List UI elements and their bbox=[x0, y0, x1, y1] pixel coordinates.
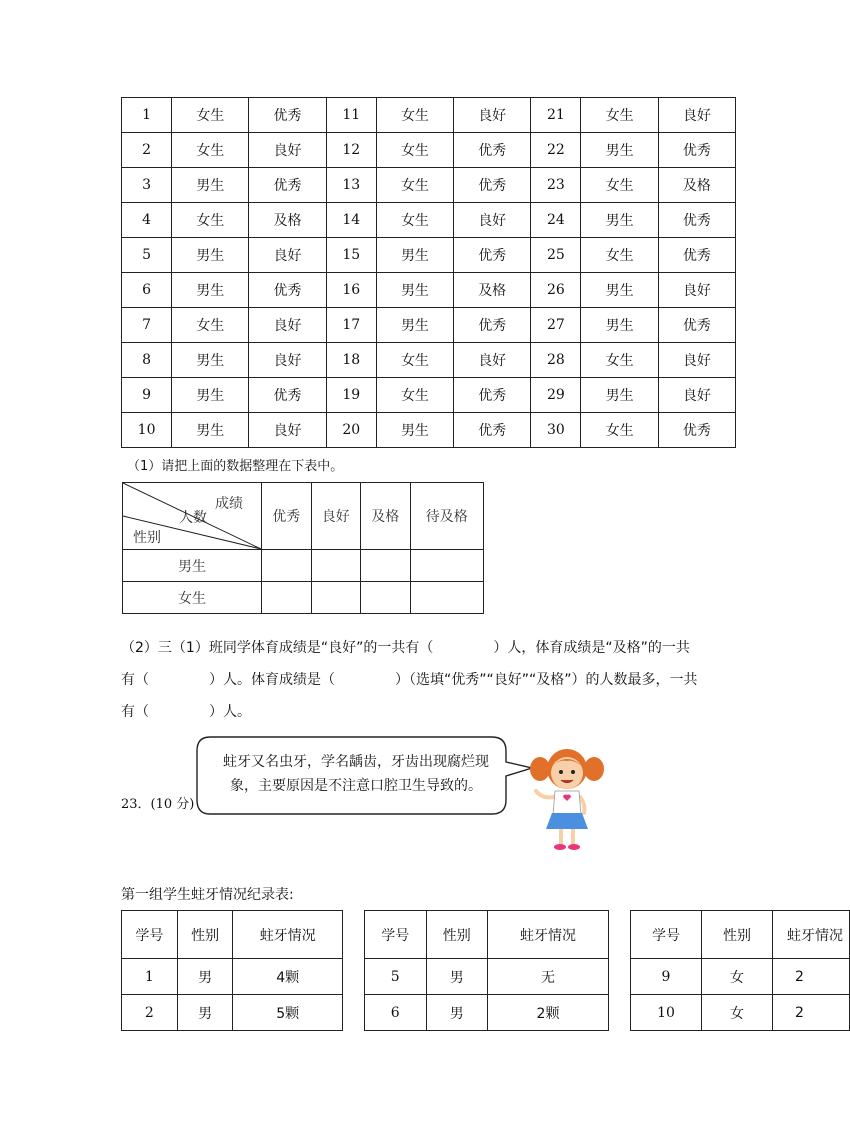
record-gender: 女生 bbox=[581, 168, 658, 203]
record-score: 优秀 bbox=[249, 378, 326, 413]
record-number: 4 bbox=[122, 203, 172, 238]
record-score: 良好 bbox=[658, 343, 735, 378]
record-score: 优秀 bbox=[454, 308, 531, 343]
record-number: 8 bbox=[122, 343, 172, 378]
record-gender: 女生 bbox=[581, 343, 658, 378]
record-score: 优秀 bbox=[249, 168, 326, 203]
question-1-text: （1）请把上面的数据整理在下表中。 bbox=[127, 459, 344, 474]
student-number: 5 bbox=[365, 959, 427, 995]
student-number: 6 bbox=[365, 995, 427, 1031]
student-gender: 男 bbox=[426, 995, 488, 1031]
column-header: 性别 bbox=[426, 911, 488, 959]
tally-header: 优秀 bbox=[262, 483, 312, 550]
record-number: 14 bbox=[326, 203, 376, 238]
q2-text: ）（选填“优秀”“良好”“及格”）的人数最多，一共 bbox=[395, 672, 698, 688]
corner-label-count: 人数 bbox=[179, 510, 207, 526]
record-number: 20 bbox=[326, 413, 376, 448]
cavity-table-caption: 第一组学生蛀牙情况纪录表: bbox=[121, 887, 294, 903]
record-gender: 女生 bbox=[581, 98, 658, 133]
record-gender: 男生 bbox=[581, 203, 658, 238]
record-number: 6 bbox=[122, 273, 172, 308]
record-score: 优秀 bbox=[454, 133, 531, 168]
record-score: 优秀 bbox=[454, 378, 531, 413]
record-number: 22 bbox=[531, 133, 581, 168]
q2-text: 有（ bbox=[121, 704, 149, 720]
student-gender: 男 bbox=[177, 959, 233, 995]
student-gender: 女 bbox=[702, 995, 773, 1031]
record-number: 2 bbox=[122, 133, 172, 168]
record-number: 30 bbox=[531, 413, 581, 448]
record-score: 优秀 bbox=[658, 308, 735, 343]
cavity-table-3 bbox=[630, 910, 850, 1031]
record-gender: 女生 bbox=[376, 203, 453, 238]
table-row bbox=[631, 959, 850, 995]
q2-text: ）人，体育成绩是“及格”的一共 bbox=[493, 640, 690, 656]
corner-label-score: 成绩 bbox=[215, 496, 243, 512]
student-number: 1 bbox=[122, 959, 178, 995]
record-gender: 男生 bbox=[581, 308, 658, 343]
record-score: 良好 bbox=[249, 238, 326, 273]
table-row bbox=[365, 959, 609, 995]
record-score: 优秀 bbox=[249, 98, 326, 133]
record-gender: 男生 bbox=[172, 413, 249, 448]
column-header: 学号 bbox=[122, 911, 178, 959]
problem-23-number: 23．(10 分) bbox=[121, 797, 195, 812]
tally-row-label: 女生 bbox=[123, 582, 262, 614]
record-gender: 男生 bbox=[581, 378, 658, 413]
record-number: 12 bbox=[326, 133, 376, 168]
record-score: 良好 bbox=[249, 308, 326, 343]
cavity-count: 2 bbox=[773, 995, 850, 1031]
record-score: 良好 bbox=[658, 378, 735, 413]
tally-header: 待及格 bbox=[410, 483, 483, 550]
record-score: 良好 bbox=[658, 273, 735, 308]
record-number: 10 bbox=[122, 413, 172, 448]
record-number: 28 bbox=[531, 343, 581, 378]
student-gender: 女 bbox=[702, 959, 773, 995]
column-header: 性别 bbox=[702, 911, 773, 959]
corner-label-gender: 性别 bbox=[133, 530, 161, 546]
record-score: 优秀 bbox=[658, 238, 735, 273]
record-score: 优秀 bbox=[454, 413, 531, 448]
table-row bbox=[631, 995, 850, 1031]
table-header-row bbox=[122, 911, 343, 959]
record-number: 21 bbox=[531, 98, 581, 133]
record-score: 良好 bbox=[454, 98, 531, 133]
record-score: 良好 bbox=[249, 413, 326, 448]
record-gender: 男生 bbox=[376, 273, 453, 308]
column-header: 学号 bbox=[631, 911, 702, 959]
record-gender: 男生 bbox=[172, 343, 249, 378]
record-gender: 男生 bbox=[172, 168, 249, 203]
record-number: 7 bbox=[122, 308, 172, 343]
student-number: 2 bbox=[122, 995, 178, 1031]
record-gender: 男生 bbox=[376, 238, 453, 273]
record-number: 16 bbox=[326, 273, 376, 308]
cavity-count: 无 bbox=[488, 959, 609, 995]
table-header-row bbox=[631, 911, 850, 959]
student-gender: 男 bbox=[426, 959, 488, 995]
record-number: 27 bbox=[531, 308, 581, 343]
record-score: 及格 bbox=[454, 273, 531, 308]
record-number: 5 bbox=[122, 238, 172, 273]
q2-text: ）人。体育成绩是（ bbox=[209, 672, 335, 688]
tally-row-label: 男生 bbox=[123, 550, 262, 582]
record-number: 26 bbox=[531, 273, 581, 308]
record-gender: 女生 bbox=[376, 98, 453, 133]
tally-header: 良好 bbox=[311, 483, 361, 550]
record-gender: 男生 bbox=[172, 273, 249, 308]
speech-bubble-text: 蛀牙又名虫牙，学名龋齿，牙齿出现腐烂现象，主要原因是不注意口腔卫生导致的。 bbox=[223, 754, 489, 794]
column-header: 蛀牙情况 bbox=[488, 911, 609, 959]
record-score: 优秀 bbox=[658, 133, 735, 168]
table-row bbox=[365, 995, 609, 1031]
record-gender: 女生 bbox=[581, 238, 658, 273]
record-gender: 女生 bbox=[376, 378, 453, 413]
record-number: 18 bbox=[326, 343, 376, 378]
record-number: 3 bbox=[122, 168, 172, 203]
record-gender: 男生 bbox=[376, 308, 453, 343]
record-number: 24 bbox=[531, 203, 581, 238]
record-gender: 男生 bbox=[172, 378, 249, 413]
record-gender: 女生 bbox=[376, 168, 453, 203]
q2-text: 有（ bbox=[121, 672, 149, 688]
record-number: 25 bbox=[531, 238, 581, 273]
cavity-count: 5颗 bbox=[233, 995, 343, 1031]
student-number: 10 bbox=[631, 995, 702, 1031]
record-score: 良好 bbox=[249, 133, 326, 168]
cavity-table-1 bbox=[121, 910, 343, 1031]
record-gender: 女生 bbox=[172, 203, 249, 238]
record-number: 17 bbox=[326, 308, 376, 343]
student-gender: 男 bbox=[177, 995, 233, 1031]
cavity-table-2 bbox=[364, 910, 609, 1031]
table-row bbox=[122, 959, 343, 995]
record-gender: 男生 bbox=[172, 238, 249, 273]
record-score: 良好 bbox=[658, 98, 735, 133]
record-number: 11 bbox=[326, 98, 376, 133]
record-number: 1 bbox=[122, 98, 172, 133]
column-header: 蛀牙情况 bbox=[773, 911, 850, 959]
record-gender: 女生 bbox=[172, 308, 249, 343]
record-number: 23 bbox=[531, 168, 581, 203]
record-gender: 女生 bbox=[172, 98, 249, 133]
record-gender: 女生 bbox=[376, 133, 453, 168]
record-score: 优秀 bbox=[658, 413, 735, 448]
q2-text: （2）三（1）班同学体育成绩是“良好”的一共有（ bbox=[121, 640, 434, 656]
record-score: 及格 bbox=[249, 203, 326, 238]
record-gender: 男生 bbox=[581, 133, 658, 168]
record-score: 优秀 bbox=[249, 273, 326, 308]
tally-header: 及格 bbox=[361, 483, 411, 550]
record-score: 良好 bbox=[454, 343, 531, 378]
record-gender: 男生 bbox=[581, 273, 658, 308]
table-header-row bbox=[365, 911, 609, 959]
column-header: 学号 bbox=[365, 911, 427, 959]
record-number: 29 bbox=[531, 378, 581, 413]
record-gender: 男生 bbox=[376, 413, 453, 448]
column-header: 性别 bbox=[177, 911, 233, 959]
record-gender: 女生 bbox=[172, 133, 249, 168]
record-score: 良好 bbox=[454, 203, 531, 238]
record-score: 优秀 bbox=[658, 203, 735, 238]
record-score: 及格 bbox=[658, 168, 735, 203]
q2-text: ）人。 bbox=[209, 704, 251, 720]
record-gender: 女生 bbox=[581, 413, 658, 448]
record-number: 13 bbox=[326, 168, 376, 203]
table-row bbox=[122, 995, 343, 1031]
cavity-count: 4颗 bbox=[233, 959, 343, 995]
record-number: 9 bbox=[122, 378, 172, 413]
column-header: 蛀牙情况 bbox=[233, 911, 343, 959]
cavity-count: 2 bbox=[773, 959, 850, 995]
record-number: 19 bbox=[326, 378, 376, 413]
student-number: 9 bbox=[631, 959, 702, 995]
cavity-count: 2颗 bbox=[488, 995, 609, 1031]
record-score: 优秀 bbox=[454, 168, 531, 203]
record-gender: 女生 bbox=[376, 343, 453, 378]
record-score: 优秀 bbox=[454, 238, 531, 273]
record-score: 良好 bbox=[249, 343, 326, 378]
record-number: 15 bbox=[326, 238, 376, 273]
